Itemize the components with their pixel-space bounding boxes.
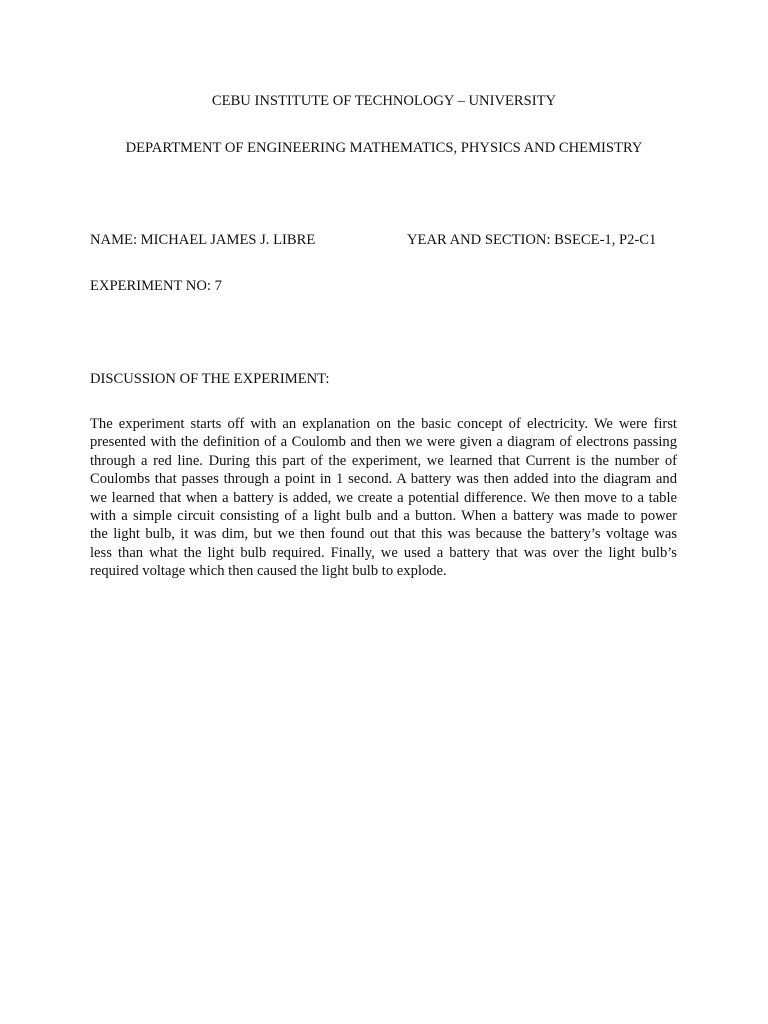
paragraph-line: Coulombs that passes through a point in 1 second. A battery was then added into the diagram and — [90, 471, 677, 488]
department-title: DEPARTMENT OF ENGINEERING MATHEMATICS, PHYSICS AND CHEMISTRY — [125, 140, 643, 156]
year-and-section: YEAR AND SECTION: BSECE-1, P2-C1 — [407, 232, 657, 248]
paragraph-line: less than what the light bulb required. Finally, we used a battery that was over the light bulb’s — [90, 544, 677, 561]
experiment-number: EXPERIMENT NO: 7 — [90, 278, 222, 294]
paragraph-line: with a simple circuit consisting of a light bulb and a button. When a battery was made to power — [90, 508, 677, 525]
paragraph-line: presented with the definition of a Coulomb and then we were given a diagram of electrons passing — [90, 434, 677, 451]
paragraph-line: we learned that when a battery is added, we create a potential difference. We then move to a table — [90, 489, 677, 506]
paragraph-line: through a red line. During this part of the experiment, we learned that Current is the number of — [90, 452, 677, 469]
paragraph-line: The experiment starts off with an explanation on the basic concept of electricity. We were first — [90, 416, 677, 432]
discussion-heading: DISCUSSION OF THE EXPERIMENT: — [90, 371, 330, 387]
paragraph-line: the light bulb, it was dim, but we then found out that this was because the battery’s voltage was — [90, 526, 677, 543]
student-name: NAME: MICHAEL JAMES J. LIBRE — [90, 232, 316, 248]
institution-title: CEBU INSTITUTE OF TECHNOLOGY – UNIVERSITY — [211, 93, 557, 109]
discussion-paragraph — [90, 415, 677, 581]
paragraph-line: required voltage which then caused the light bulb to explode. — [90, 563, 447, 580]
